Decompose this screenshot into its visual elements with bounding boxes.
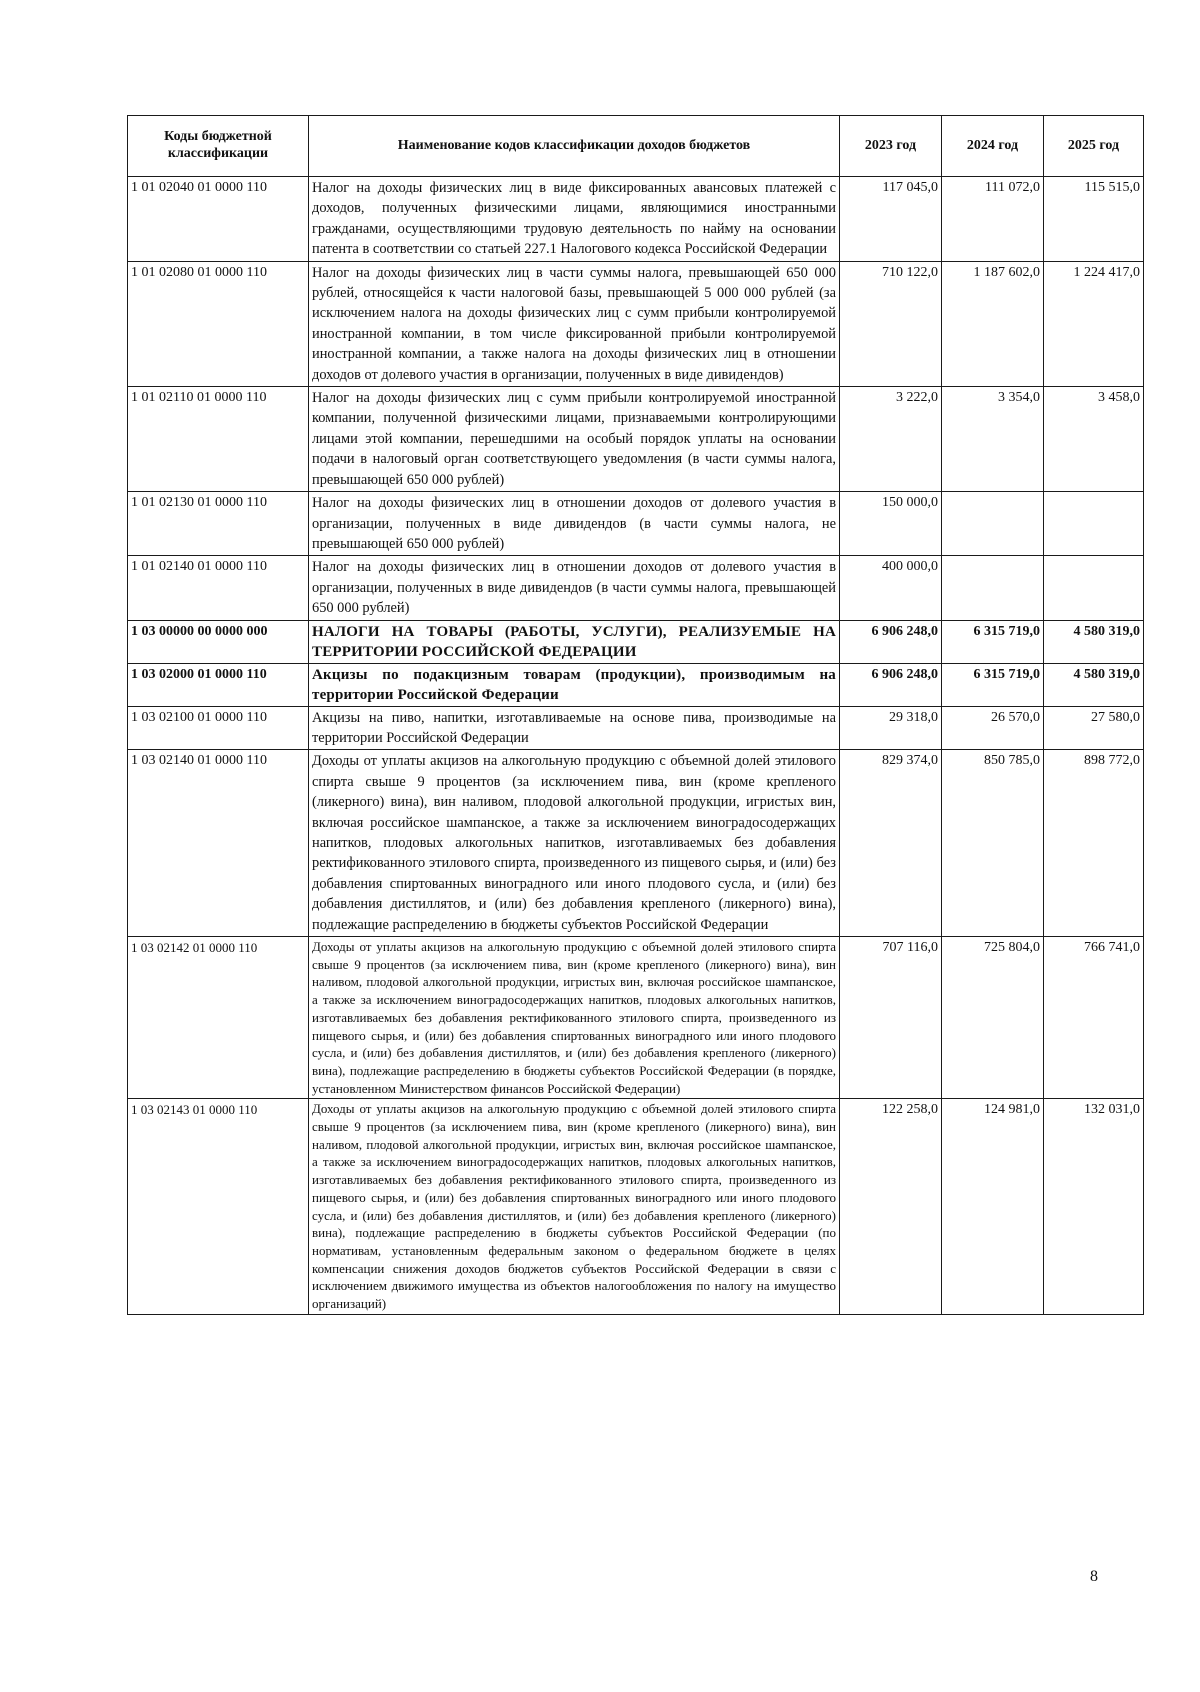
value-2025-cell: 1 224 417,0	[1044, 261, 1144, 386]
value-2023-cell: 122 258,0	[840, 1099, 942, 1314]
table-row	[128, 492, 1144, 556]
code-cell: 1 03 02143 01 0000 110	[128, 1099, 309, 1314]
header-code: Коды бюджетной классификации	[128, 116, 309, 177]
table-row	[128, 937, 1144, 1099]
table-header-row	[128, 116, 1144, 177]
value-2025-cell: 766 741,0	[1044, 937, 1144, 1099]
value-2023-cell: 710 122,0	[840, 261, 942, 386]
value-2025-cell: 898 772,0	[1044, 750, 1144, 937]
value-2023-cell: 150 000,0	[840, 492, 942, 556]
name-cell: Доходы от уплаты акцизов на алкогольную продукцию с объемной долей этилового спирта свыше 9 процентов (за исключением пива, вин (кроме крепленого (ликерного) вина), вин наливом, плодовой алкогольной продукции, игристых вин, включая российское шампанское, а также за исключением виноградосодержащих напитков, плодовых алкогольных напитков, изготавливаемых без добавления ректификованного этилового спирта, произведенного из пищевого сырья, и (или) без добавления спиртованных виноградного или иного плодового сусла, и (или) без добавления дистиллятов, и (или) без добавления крепленого (ликерного) вина), подлежащие распределению в бюджеты субъектов Российской Федерации (в порядке, установленном Министерством финансов Российской Федерации)	[309, 937, 840, 1099]
name-cell: Налог на доходы физических лиц в отношении доходов от долевого участия в организации, полученных в виде дивидендов (в части суммы налога, превышающей 650 000 рублей)	[309, 556, 840, 620]
page-number: 8	[1090, 1568, 1098, 1585]
table-row	[128, 177, 1144, 262]
value-2025-cell: 3 458,0	[1044, 387, 1144, 492]
name-cell: Доходы от уплаты акцизов на алкогольную продукцию с объемной долей этилового спирта свыше 9 процентов (за исключением пива, вин (кроме крепленого (ликерного) вина), вин наливом, плодовой алкогольной продукции, игристых вин, включая российское шампанское, а также за исключением виноградосодержащих напитков, плодовых алкогольных напитков, изготавливаемых без добавления ректификованного этилового спирта, произведенного из пищевого сырья, и (или) без добавления спиртованных виноградного или иного плодового сусла, и (или) без добавления дистиллятов, и (или) без добавления крепленого (ликерного) вина), подлежащие распределению в бюджеты субъектов Российской Федерации	[309, 750, 840, 937]
value-2024-cell: 6 315 719,0	[942, 620, 1044, 663]
name-cell: Акцизы на пиво, напитки, изготавливаемые на основе пива, производимые на территории Российской Федерации	[309, 706, 840, 750]
value-2024-cell: 124 981,0	[942, 1099, 1044, 1314]
value-2024-cell: 3 354,0	[942, 387, 1044, 492]
name-cell: Налог на доходы физических лиц в виде фиксированных авансовых платежей с доходов, полученных физическими лицами, являющимися иностранными гражданами, осуществляющими трудовую деятельность по найму на основании патента в соответствии со статьей 227.1 Налогового кодекса Российской Федерации	[309, 177, 840, 262]
budget-revenue-table	[127, 115, 1144, 1315]
value-2025-cell	[1044, 492, 1144, 556]
value-2025-cell: 27 580,0	[1044, 706, 1144, 750]
value-2024-cell: 1 187 602,0	[942, 261, 1044, 386]
table-row	[128, 706, 1144, 750]
code-cell: 1 03 02000 01 0000 110	[128, 663, 309, 706]
name-cell: Акцизы по подакцизным товарам (продукции), производимым на территории Российской Федерации	[309, 663, 840, 706]
code-cell: 1 03 00000 00 0000 000	[128, 620, 309, 663]
code-cell: 1 03 02100 01 0000 110	[128, 706, 309, 750]
table-row	[128, 620, 1144, 663]
table-row	[128, 261, 1144, 386]
value-2024-cell: 725 804,0	[942, 937, 1044, 1099]
header-2023: 2023 год	[840, 116, 942, 177]
code-cell: 1 03 02142 01 0000 110	[128, 937, 309, 1099]
value-2025-cell	[1044, 556, 1144, 620]
header-name: Наименование кодов классификации доходов бюджетов	[309, 116, 840, 177]
value-2025-cell: 132 031,0	[1044, 1099, 1144, 1314]
name-cell: Налог на доходы физических лиц в части суммы налога, превышающей 650 000 рублей, относящейся к части налоговой базы, превышающей 5 000 000 рублей (за исключением налога на доходы физических лиц с сумм прибыли контролируемой иностранной компании, в том числе фиксированной прибыли контролируемой иностранной компании, а также налога на доходы физических лиц в отношении доходов от долевого участия в организации, полученных в виде дивидендов)	[309, 261, 840, 386]
value-2023-cell: 829 374,0	[840, 750, 942, 937]
table-row	[128, 387, 1144, 492]
value-2023-cell: 3 222,0	[840, 387, 942, 492]
table-row	[128, 1099, 1144, 1314]
table-row	[128, 556, 1144, 620]
table-row	[128, 663, 1144, 706]
code-cell: 1 01 02130 01 0000 110	[128, 492, 309, 556]
value-2024-cell	[942, 492, 1044, 556]
name-cell: Доходы от уплаты акцизов на алкогольную продукцию с объемной долей этилового спирта свыше 9 процентов (за исключением пива, вин (кроме крепленого (ликерного) вина), вин наливом, плодовой алкогольной продукции, игристых вин, включая российское шампанское, а также за исключением виноградосодержащих напитков, плодовых алкогольных напитков, изготавливаемых без добавления ректификованного этилового спирта, произведенного из пищевого сырья, и (или) без добавления спиртованных виноградного или иного плодового сусла, и (или) без добавления дистиллятов, и (или) без добавления крепленого (ликерного) вина), подлежащие распределению в бюджеты субъектов Российской Федерации (по нормативам, установленным федеральным законом о федеральном бюджете в целях компенсации снижения доходов бюджетов субъектов Российской Федерации в связи с исключением движимого имущества из объектов налогообложения по налогу на имущество организаций)	[309, 1099, 840, 1314]
code-cell: 1 03 02140 01 0000 110	[128, 750, 309, 937]
value-2025-cell: 4 580 319,0	[1044, 663, 1144, 706]
code-cell: 1 01 02110 01 0000 110	[128, 387, 309, 492]
table-body	[128, 177, 1144, 1315]
table-row	[128, 750, 1144, 937]
value-2025-cell: 115 515,0	[1044, 177, 1144, 262]
name-cell: Налог на доходы физических лиц в отношении доходов от долевого участия в организации, полученных в виде дивидендов (в части суммы налога, не превышающей 650 000 рублей)	[309, 492, 840, 556]
value-2024-cell: 850 785,0	[942, 750, 1044, 937]
header-2025: 2025 год	[1044, 116, 1144, 177]
value-2023-cell: 6 906 248,0	[840, 663, 942, 706]
value-2023-cell: 29 318,0	[840, 706, 942, 750]
name-cell: Налог на доходы физических лиц с сумм прибыли контролируемой иностранной компании, полученной физическими лицами, признаваемыми контролирующими лицами этой компании, перешедшими на особый порядок уплаты на основании подачи в налоговый орган соответствующего уведомления (в части суммы налога, превышающей 650 000 рублей)	[309, 387, 840, 492]
value-2025-cell: 4 580 319,0	[1044, 620, 1144, 663]
code-cell: 1 01 02040 01 0000 110	[128, 177, 309, 262]
value-2023-cell: 6 906 248,0	[840, 620, 942, 663]
value-2024-cell: 26 570,0	[942, 706, 1044, 750]
value-2023-cell: 707 116,0	[840, 937, 942, 1099]
code-cell: 1 01 02140 01 0000 110	[128, 556, 309, 620]
value-2024-cell: 111 072,0	[942, 177, 1044, 262]
value-2024-cell: 6 315 719,0	[942, 663, 1044, 706]
value-2024-cell	[942, 556, 1044, 620]
name-cell: НАЛОГИ НА ТОВАРЫ (РАБОТЫ, УСЛУГИ), РЕАЛИЗУЕМЫЕ НА ТЕРРИТОРИИ РОССИЙСКОЙ ФЕДЕРАЦИИ	[309, 620, 840, 663]
value-2023-cell: 117 045,0	[840, 177, 942, 262]
value-2023-cell: 400 000,0	[840, 556, 942, 620]
code-cell: 1 01 02080 01 0000 110	[128, 261, 309, 386]
header-2024: 2024 год	[942, 116, 1044, 177]
